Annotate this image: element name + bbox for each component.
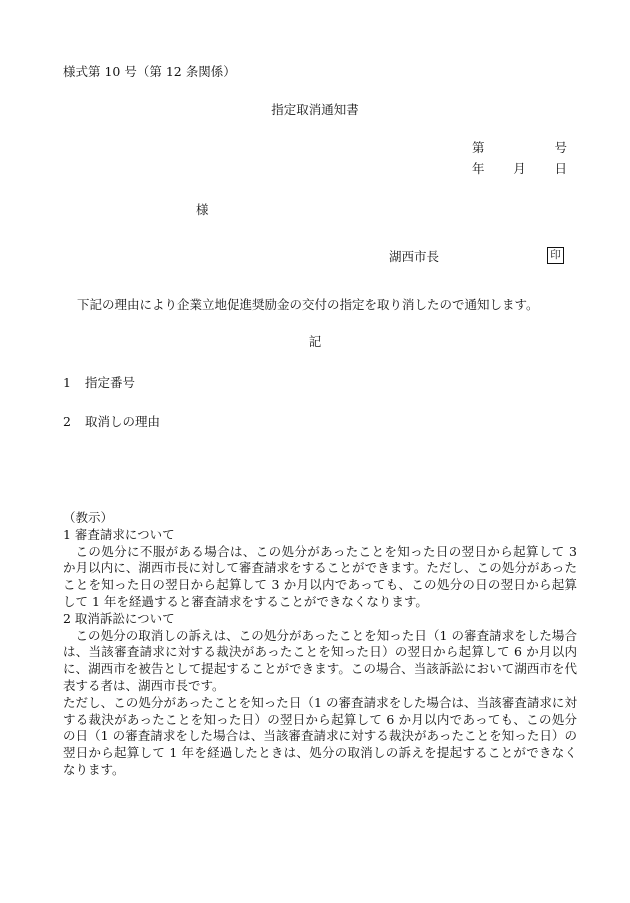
notice-section2-title: 2 取消訴訟について [63, 610, 175, 626]
notice-section2-text1: この処分の取消しの訴えは、この処分があったことを知った日（1 の審査請求をした場合は、当該審査請求に対する裁決があったことを知った日）の翌日から起算して 6 か月以内に、湖西市を被告として提起することができます。この場合、当該訴訟において湖西市を代表する者は、湖西市長です。 [63, 627, 577, 693]
number-suffix: 号 [554, 140, 567, 155]
body-text: 下記の理由により企業立地促進奨励金の交付の指定を取り消したので通知します。 [77, 297, 539, 312]
document-number-line [472, 140, 567, 156]
item-cancellation-reason [63, 414, 160, 430]
ki-heading: 記 [308, 334, 322, 349]
number-prefix: 第 [472, 140, 485, 155]
item-designation-number [63, 375, 135, 391]
notice-section2-text2: ただし、この処分があったことを知った日（1 の審査請求をした場合は、当該審査請求に対する裁決があったことを知った日）の翌日から起算して 6 か月以内であっても、この処分の日（1 の審査請求をした場合は、当該審査請求に対する裁決があったことを知った日）の翌日から起算して 1 年を経過したときは、処分の取消しの訴えを提起することができなくなります。 [63, 694, 577, 777]
item-label: 取消しの理由 [85, 414, 161, 429]
seal-icon: 印 [547, 247, 564, 264]
date-line [472, 161, 567, 177]
date-day: 日 [554, 161, 567, 176]
date-month: 月 [513, 161, 526, 176]
item-number: 2 [63, 414, 71, 429]
notice-section [63, 510, 577, 779]
date-year: 年 [472, 161, 485, 176]
notice-section1-title: 1 審査請求について [63, 526, 175, 542]
item-label: 指定番号 [85, 375, 136, 390]
sender-name: 湖西市長 [389, 249, 440, 264]
addressee-honorific: 様 [196, 202, 209, 217]
notice-section1-text: この処分に不服がある場合は、この処分があったことを知った日の翌日から起算して 3 か月以内に、湖西市長に対して審査請求をすることができます。ただし、この処分があったことを知った日の翌日から起算して 3 か月以内であっても、この処分の日の翌日から起算して 1 年を経過すると審査請求をすることができなくなります。 [63, 543, 577, 609]
document-title: 指定取消通知書 [271, 102, 359, 117]
form-number: 様式第 10 号（第 12 条関係） [63, 64, 236, 79]
notice-heading: （教示） [63, 510, 114, 525]
item-number: 1 [63, 375, 71, 390]
